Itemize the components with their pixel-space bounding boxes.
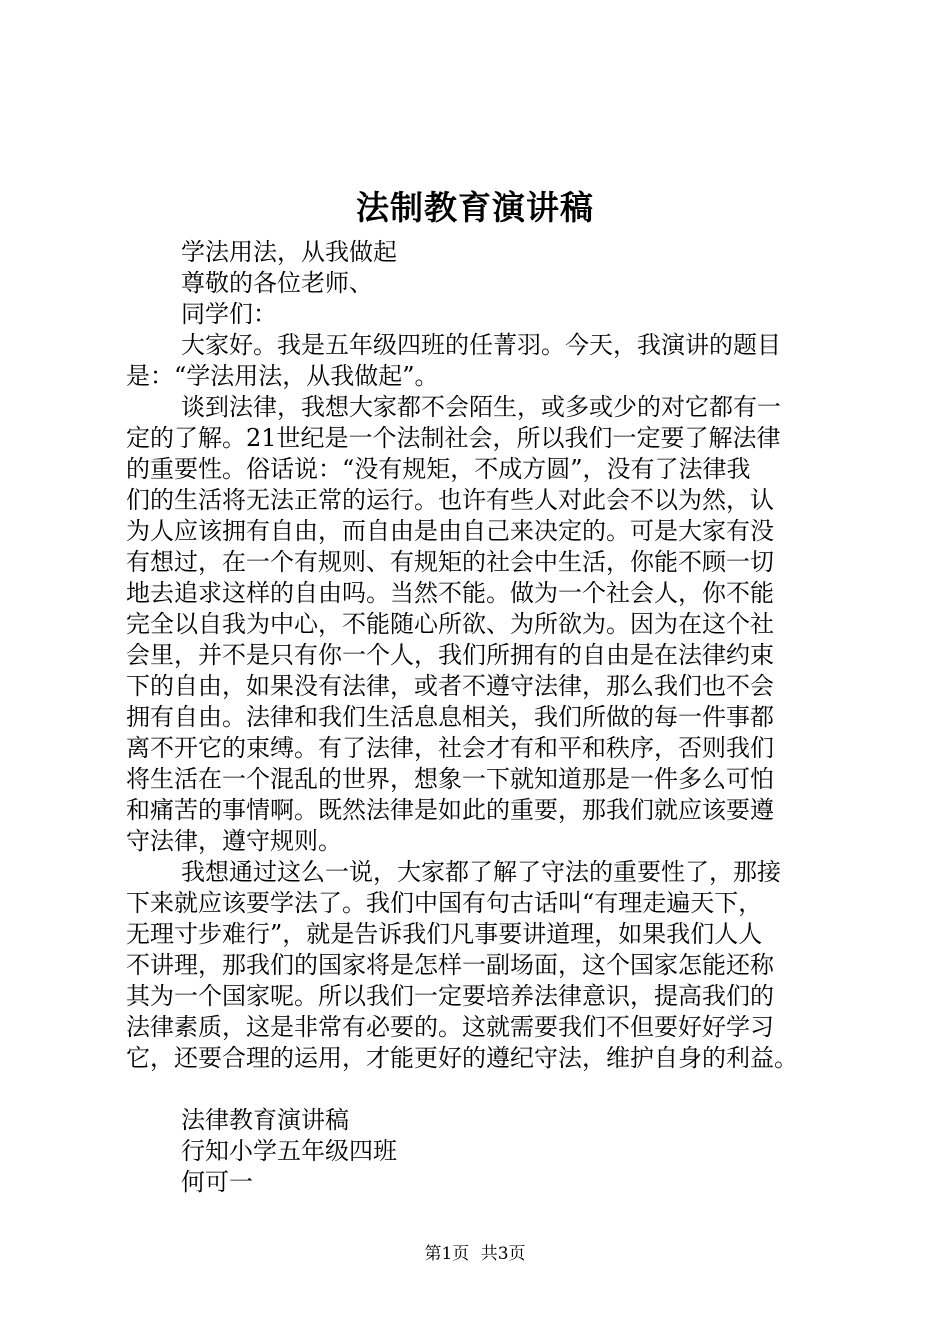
paragraph-line: 谈到法律，我想大家都不会陌生，或多或少的对它都有一 [181,393,781,421]
paragraph-line: 和痛苦的事情啊。既然法律是如此的重要，那我们就应该要遵 [126,796,774,824]
paragraph-line: 们的生活将无法正常的运行。也许有些人对此会不以为然，认 [126,486,774,514]
spacer [126,1074,836,1105]
paragraph-line: 我想通过这么一说，大家都了解了守法的重要性了，那接 [181,858,781,886]
paragraph-3 [126,857,836,1074]
paragraph-line: 完全以自我为中心，不能随心所欲、为所欲为。因为在这个社 [126,610,774,638]
page-number-total: 共3页 [480,1244,526,1264]
signature-title: 法律教育演讲稿 [181,1106,349,1134]
paragraph-line: 离不开它的束缚。有了法律，社会才有和平和秩序，否则我们 [126,734,774,762]
paragraph-line: 有想过，在一个有规则、有规矩的社会中生活，你能不顾一切 [126,548,774,576]
paragraph-line: 定的了解。21世纪是一个法制社会，所以我们一定要了解法律 [126,424,781,452]
paragraph-line: 为人应该拥有自由，而自由是由自己来决定的。可是大家有没 [126,517,774,545]
paragraph-line: 下的自由，如果没有法律，或者不遵守法律，那么我们也不会 [126,672,774,700]
paragraph-line: 下来就应该要学法了。我们中国有句古话叫“有理走遍天下， [126,889,763,917]
paragraph-line: 地去追求这样的自由吗。当然不能。做为一个社会人，你不能 [126,579,774,607]
salutation-line-2: 同学们： [181,300,277,328]
paragraph-line: 不讲理，那我们的国家将是怎样一副场面，这个国家怎能还称 [126,951,774,979]
paragraph-line: 会里，并不是只有你一个人，我们所拥有的自由是在法律约束 [126,641,774,669]
salutation-line-1: 尊敬的各位老师、 [181,269,373,297]
paragraph-line: 法律素质，这是非常有必要的。这就需要我们不但要好好学习 [126,1013,774,1041]
document-body [126,237,836,1198]
paragraph-line: 无理寸步难行”，就是告诉我们凡事要讲道理，如果我们人人 [126,920,763,948]
paragraph-line: 的重要性。俗话说：“没有规矩，不成方圆”，没有了法律我 [126,455,751,483]
page-number-current: 第1页 [424,1244,470,1264]
signature-author: 何可一 [181,1168,253,1196]
page-title: 法制教育演讲稿 [356,188,594,227]
paragraph-line: 将生活在一个混乱的世界，想象一下就知道那是一件多么可怕 [126,765,774,793]
paragraph-line: 是：“学法用法，从我做起”。 [126,362,439,390]
paragraph-2 [126,392,836,857]
speech-subtitle: 学法用法，从我做起 [181,238,397,266]
paragraph-line: 拥有自由。法律和我们生活息息相关，我们所做的每一件事都 [126,703,774,731]
paragraph-line: 大家好。我是五年级四班的任菁羽。今天，我演讲的题目 [181,331,781,359]
paragraph-line: 它，还要合理的运用，才能更好的遵纪守法，维护自身的利益。 [126,1044,798,1072]
page-footer [0,1242,950,1266]
paragraph-1 [126,330,836,392]
paragraph-line: 其为一个国家呢。所以我们一定要培养法律意识，提高我们的 [126,982,774,1010]
paragraph-line: 守法律，遵守规则。 [126,827,342,855]
signature-school-class: 行知小学五年级四班 [181,1137,397,1165]
